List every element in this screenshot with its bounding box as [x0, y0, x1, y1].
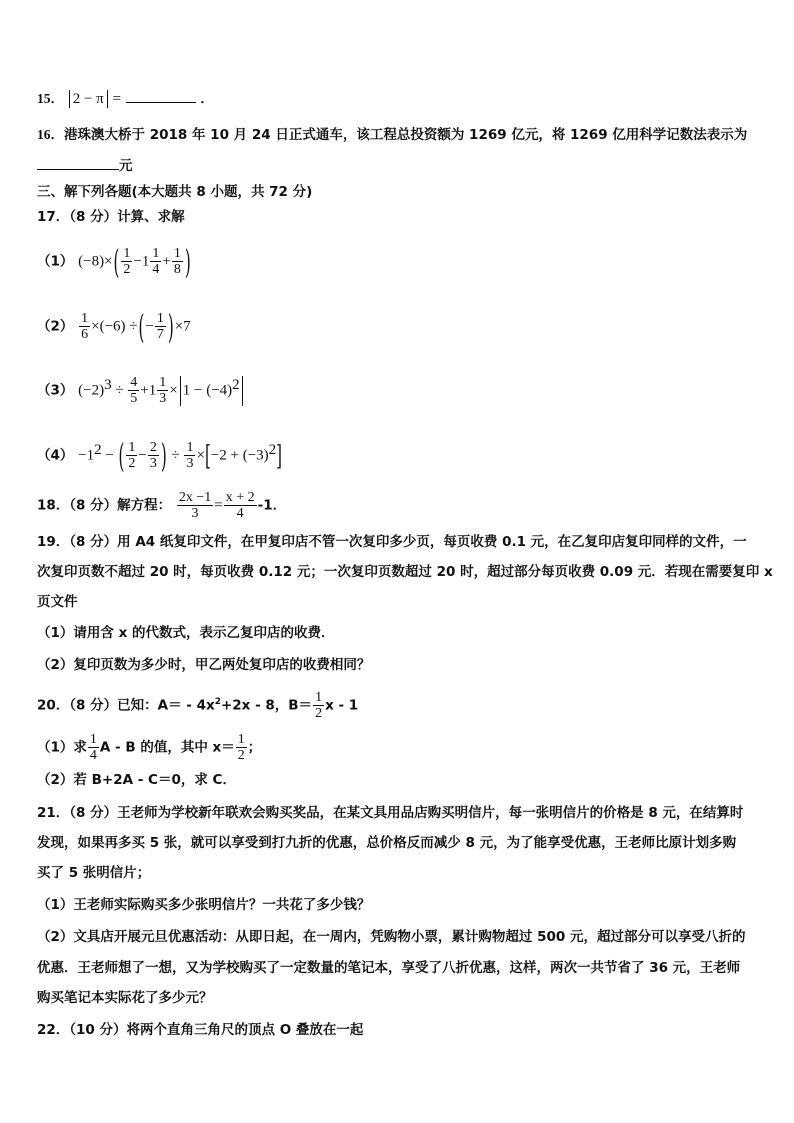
fraction: $\frac{1}{4}$ [152, 246, 160, 277]
question-21-sub-2: （2）文具店开展元旦优惠活动：从即日起，在一周内，凭购物小票，累计购物超过 500 元，超过部分可以享受八折的 [37, 929, 746, 945]
question-18: 18．（8 分）解方程： $\frac{2x -1}{3}$ = $\frac{x + 2}{4}$ -1． [37, 490, 287, 521]
fraction: $\frac{1}{3}$ [186, 440, 194, 471]
fraction: $\frac{1}{2}$ [237, 732, 245, 763]
question-17-header: 17．（8 分）计算、求解 [37, 209, 185, 225]
fraction: $\frac{2}{3}$ [149, 440, 157, 471]
fraction: $\frac{1}{4}$ [89, 732, 97, 763]
question-20-sub-1: （1）求 $\frac{1}{4}$ A - B 的值，其中 x＝ $\frac{1}{2}$ ； [37, 732, 262, 763]
question-number: 16． [37, 127, 64, 142]
question-21-sub-2: 购买笔记本实际花了多少元？ [37, 990, 213, 1006]
question-17-part-2: （2） $\frac{1}{6}$ ×(−6) ÷(− $\frac{1}{7}$ )×7 [37, 306, 191, 347]
question-21-line: 买了 5 张明信片； [37, 865, 151, 881]
question-17-part-3: （3） $(-2)^3$ ÷ $\frac{4}{5}$ +1 $\frac{1}{3}$ × $1 - (-4)^2$ [37, 375, 245, 406]
question-17-part-4: $(4) -1^2$ − ( $\frac{1}{2}$ − $\frac{2}{3}$ ) ÷ $\frac{1}{3}$ $\times[-2 + (-3)^2]$ [37, 435, 283, 476]
question-21-sub-2: 优惠．王老师想了一想，又为学校购买了一定数量的笔记本，享受了八折优惠，这样，两次一共节省了 36 元，王老师 [37, 960, 741, 976]
answer-blank [126, 88, 196, 103]
question-19-line: 页文件 [37, 594, 78, 610]
question-19-sub-2: （2）复印页数为多少时，甲乙两处复印店的收费相同？ [37, 657, 371, 673]
fraction: $\frac{x + 2}{4}$ [225, 490, 255, 521]
fraction: $\frac{1}{3}$ [159, 375, 167, 406]
question-17-part-1: （1） (−8)×( $\frac{1}{2}$ −1 $\frac{1}{4}$ + $\frac{1}{8}$ ) [37, 241, 191, 282]
section-heading: 三、解下列各题(本大题共 8 小题，共 72 分) [37, 184, 313, 200]
fraction: $\frac{1}{8}$ [173, 246, 181, 277]
question-22-header: 22．（10 分）将两个直角三角尺的顶点 O 叠放在一起 [37, 1022, 364, 1038]
question-15: 15． 2 − π = ． [37, 88, 214, 109]
fraction: $\frac{1}{6}$ [81, 311, 89, 342]
fraction: $\frac{2x -1}{3}$ [178, 490, 212, 521]
question-21-line: 发现，如果再多买 5 张，就可以享受到打九折的优惠，总价格反而减少 8 元，为了能享受优惠，王老师比原计划多购 [37, 835, 737, 851]
fraction: $\frac{4}{5}$ [130, 375, 138, 406]
question-19-line: 19．（8 分）用 A4 纸复印文件，在甲复印店不管一次复印多少页，每页收费 0.1 元，在乙复印店复印同样的文件，一 [37, 534, 747, 550]
question-21-line: 21．（8 分）王老师为学校新年联欢会购买奖品，在某文具用品店购买明信片，每一张明信片的价格是 8 元，在结算时 [37, 805, 744, 821]
question-19-line: 次复印页数不超过 20 时，每页收费 0.12 元；一次复印页数超过 20 时，超过部分每页收费 0.09 元．若现在需要复印 x [37, 564, 773, 580]
question-21-sub-1: （1）王老师实际购买多少张明信片？一共花了多少钱？ [37, 897, 371, 913]
fraction: $\frac{1}{2}$ [123, 246, 131, 277]
fraction: $\frac{1}{7}$ [156, 311, 164, 342]
question-16-answer: 元 [37, 155, 133, 176]
answer-blank [37, 155, 119, 170]
question-19-sub-1: （1）请用含 x 的代数式，表示乙复印店的收费． [37, 625, 335, 641]
question-number: 15． [37, 91, 64, 106]
fraction: $\frac{1}{2}$ [128, 440, 136, 471]
question-20-header: 20．（8 分）已知：$A= - 4x^2+2x - 8$，B＝ $\frac{1}{2}$ x - 1 [37, 690, 359, 721]
absolute-value-expression: 2 − π [69, 90, 108, 108]
fraction: $\frac{1}{2}$ [315, 690, 323, 721]
question-20-sub-2: （2）若 B+2A - C＝0，求 C． [37, 772, 236, 788]
question-16-text: 16．港珠澳大桥于 2018 年 10 月 24 日正式通车，该工程总投资额为 1269 亿元，将 1269 亿用科学记数法表示为 [37, 127, 748, 143]
